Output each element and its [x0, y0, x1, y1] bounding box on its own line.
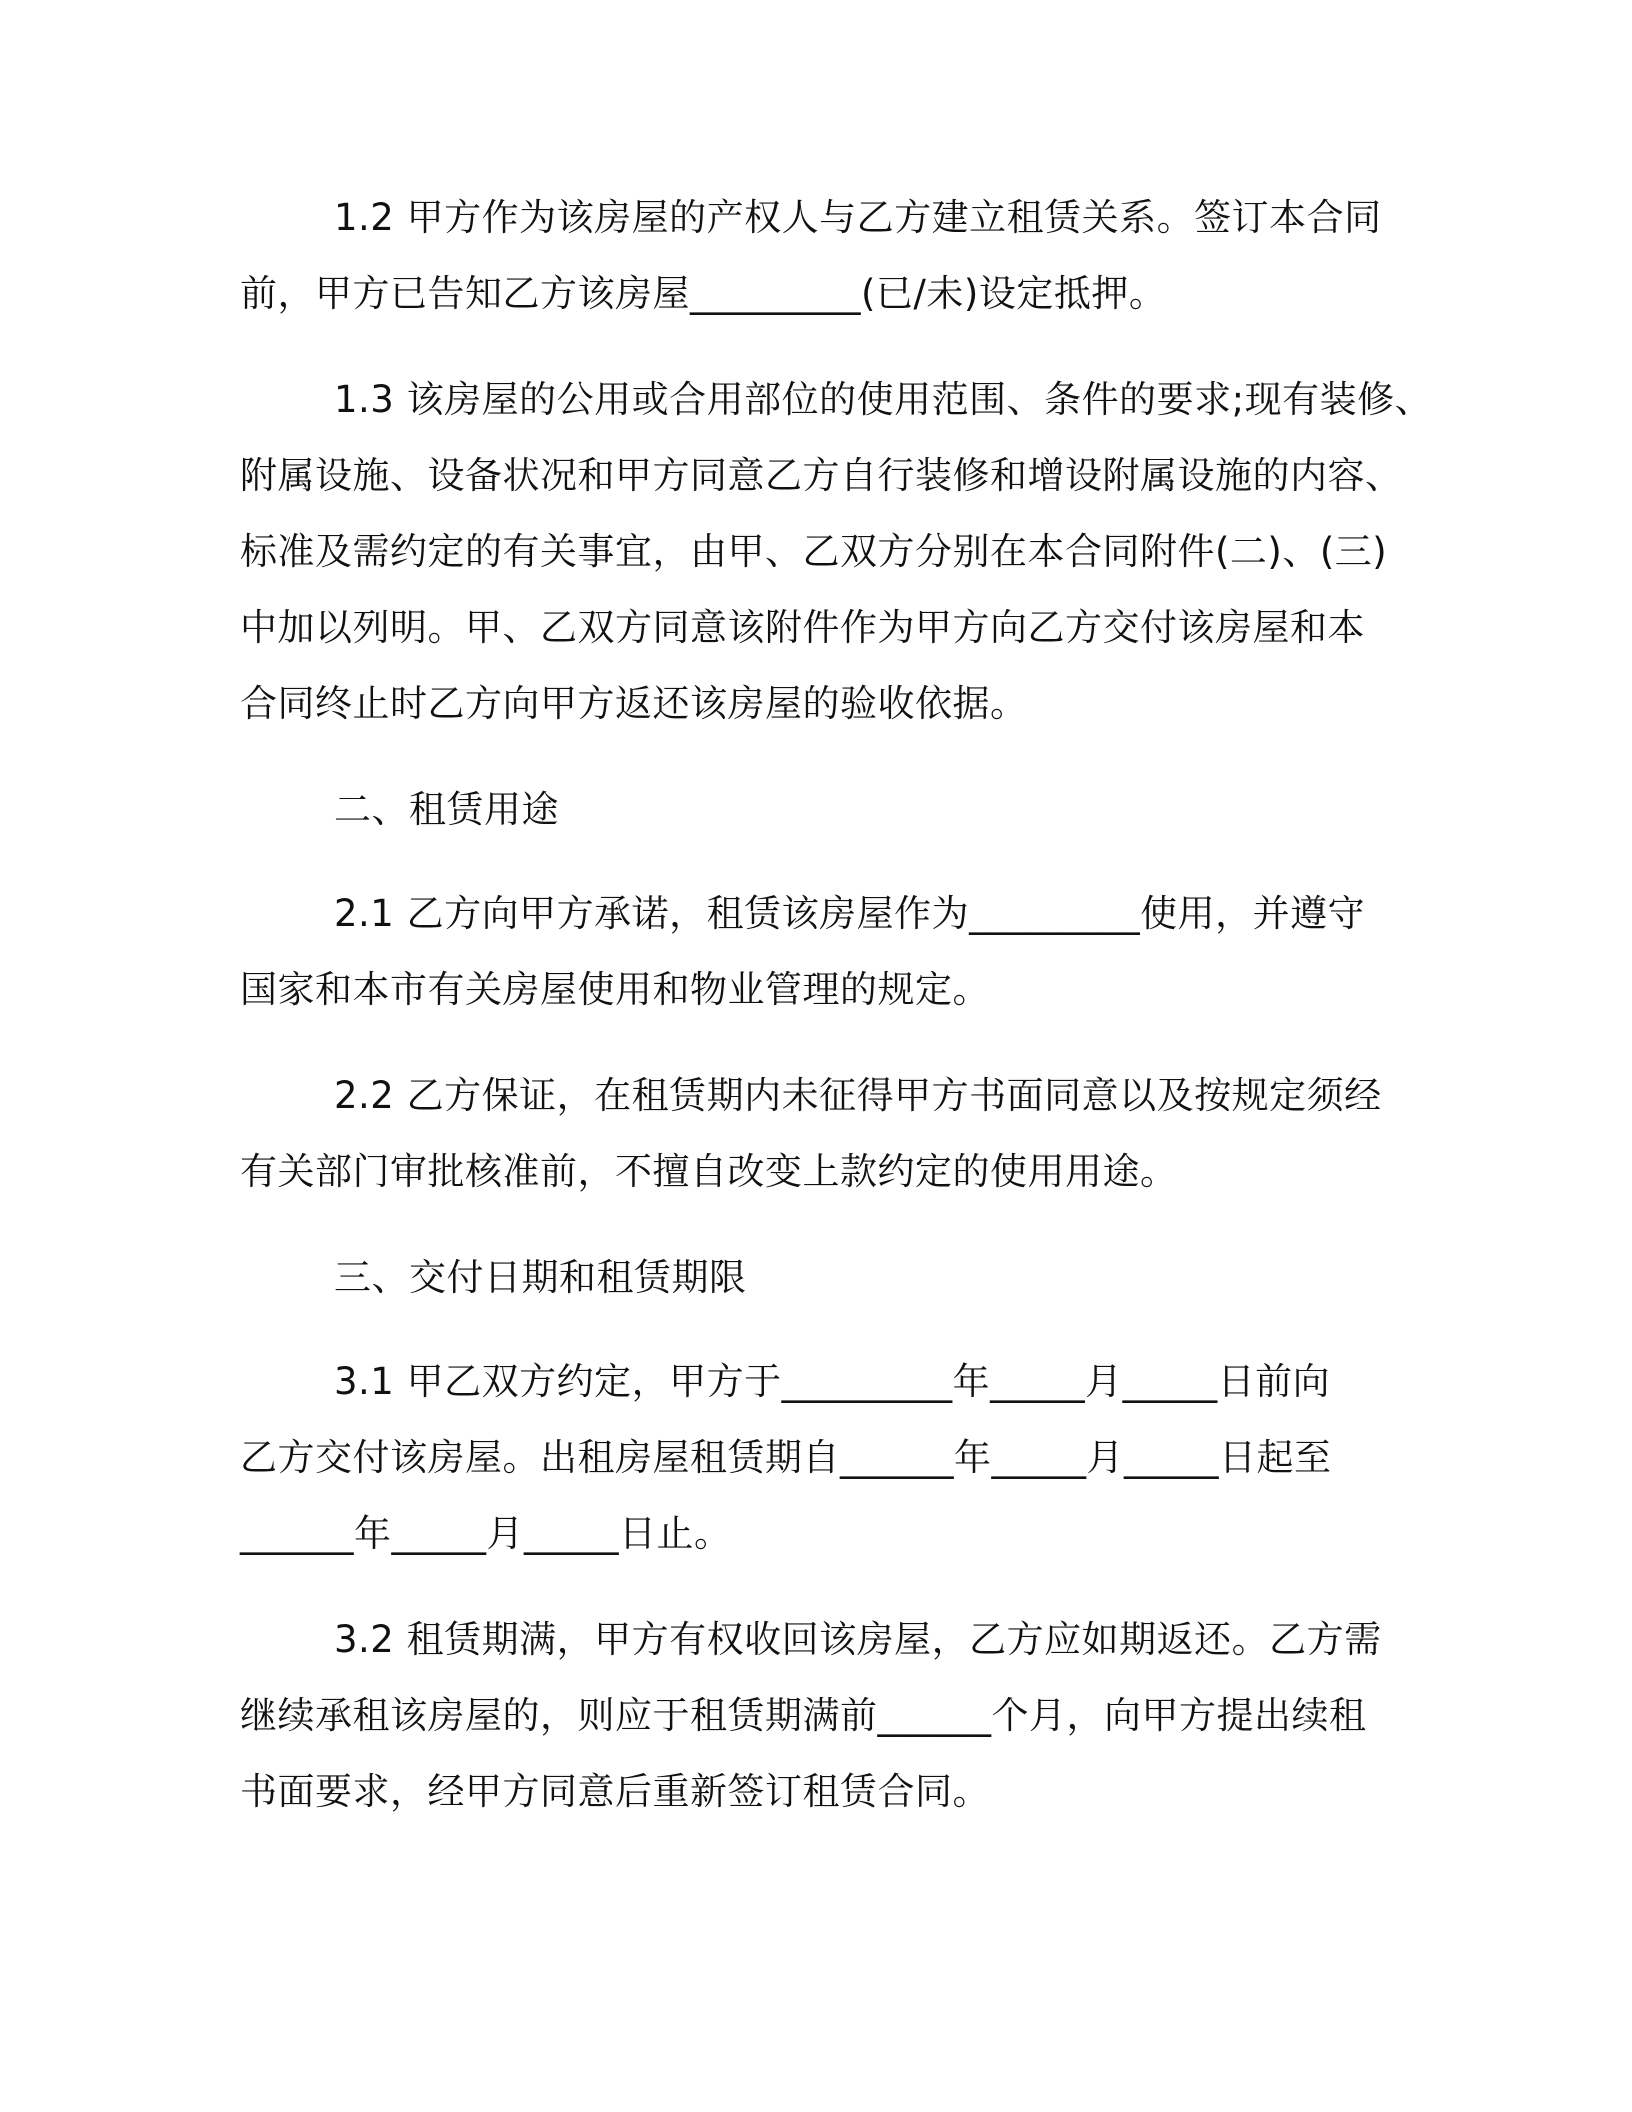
- clause-1-2-line-1: 1.2 甲方作为该房屋的产权人与乙方建立租赁关系。签订本合同: [334, 196, 1382, 239]
- clause-1-2-line-2: 前，甲方已告知乙方该房屋_________(已/未)设定抵押。: [240, 272, 1167, 315]
- section-heading-2: 二、租赁用途: [334, 788, 559, 831]
- clause-1-3-line-3: 标准及需约定的有关事宜，由甲、乙双方分别在本合同附件(二)、(三): [240, 530, 1388, 573]
- clause-3-2-line-2: 继续承租该房屋的，则应于租赁期满前______个月，向甲方提出续租: [240, 1694, 1367, 1737]
- clause-2-1-line-1: 2.1 乙方向甲方承诺，租赁该房屋作为_________使用，并遵守: [334, 892, 1366, 935]
- clause-2-2-line-1: 2.2 乙方保证，在租赁期内未征得甲方书面同意以及按规定须经: [334, 1074, 1382, 1117]
- clause-2-1-line-2: 国家和本市有关房屋使用和物业管理的规定。: [240, 968, 990, 1011]
- clause-3-2-line-1: 3.2 租赁期满，甲方有权收回该房屋，乙方应如期返还。乙方需: [334, 1618, 1382, 1661]
- clause-1-3-line-2: 附属设施、设备状况和甲方同意乙方自行装修和增设附属设施的内容、: [240, 454, 1403, 497]
- clause-1-3-line-5: 合同终止时乙方向甲方返还该房屋的验收依据。: [240, 682, 1028, 725]
- clause-3-2-line-3: 书面要求，经甲方同意后重新签订租赁合同。: [240, 1770, 990, 1813]
- clause-1-3-line-4: 中加以列明。甲、乙双方同意该附件作为甲方向乙方交付该房屋和本: [240, 606, 1365, 649]
- section-heading-3: 三、交付日期和租赁期限: [334, 1256, 747, 1299]
- clause-2-2-line-2: 有关部门审批核准前，不擅自改变上款约定的使用用途。: [240, 1150, 1178, 1193]
- clause-3-1-line-1: 3.1 甲乙双方约定，甲方于_________年_____月_____日前向: [334, 1360, 1331, 1403]
- clause-1-3-line-1: 1.3 该房屋的公用或合用部位的使用范围、条件的要求;现有装修、: [334, 378, 1433, 421]
- clause-3-1-line-3: ______年_____月_____日止。: [240, 1512, 732, 1555]
- clause-3-1-line-2: 乙方交付该房屋。出租房屋租赁期自______年_____月_____日起至: [240, 1436, 1332, 1479]
